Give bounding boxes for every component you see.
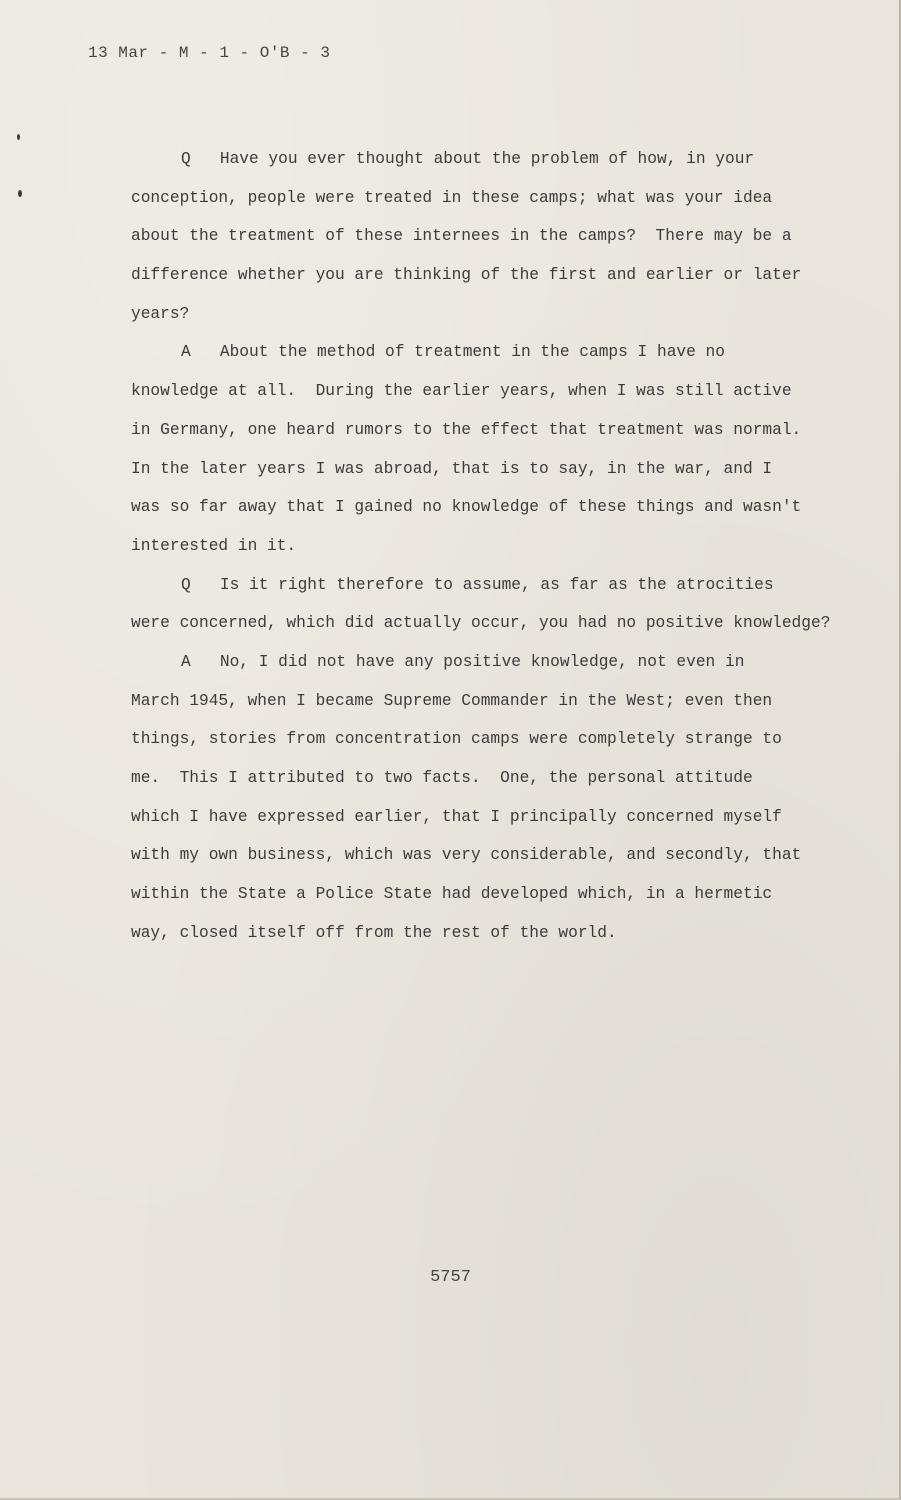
question-line: Q Is it right therefore to assume, as far as the atrocities [181, 575, 774, 594]
text-line: things, stories from concentration camps were completely strange to [131, 730, 782, 749]
margin-mark [18, 190, 22, 197]
text-line: knowledge at all. During the earlier years, when I was still active [131, 382, 792, 401]
text-line: with my own business, which was very considerable, and secondly, that [131, 846, 802, 865]
answer-line: A No, I did not have any positive knowledge, not even in [181, 652, 745, 671]
text-line: was so far away that I gained no knowledge of these things and wasn't [131, 498, 802, 517]
text-line: within the State a Police State had developed which, in a hermetic [131, 885, 773, 904]
text-line: me. This I attributed to two facts. One, the personal attitude [131, 769, 753, 787]
text-line: difference whether you are thinking of the first and earlier or later [131, 266, 802, 285]
margin-mark [17, 134, 20, 140]
text-line: which I have expressed earlier, that I principally concerned myself [131, 807, 782, 826]
text-line: way, closed itself off from the rest of the world. [131, 923, 617, 942]
text-line: years? [131, 304, 190, 323]
document-reference-header: 13 Mar - M - 1 - O'B - 3 [88, 44, 331, 62]
text-line: about the treatment of these internees in the camps? There may be a [131, 227, 792, 246]
text-line: in Germany, one heard rumors to the effect that treatment was normal. [131, 420, 802, 439]
text-line: were concerned, which did actually occur, you had no positive knowledge? [131, 614, 831, 633]
text-line: March 1945, when I became Supreme Commander in the West; even then [131, 691, 773, 710]
question-line: Q Have you ever thought about the problem of how, in your [181, 150, 755, 168]
text-line: In the later years I was abroad, that is to say, in the war, and I [131, 459, 773, 478]
page-number: 5757 [430, 1268, 471, 1287]
answer-line: A About the method of treatment in the camps I have no [181, 343, 725, 362]
text-line: conception, people were treated in these camps; what was your idea [131, 188, 773, 207]
text-line: interested in it. [131, 536, 297, 555]
transcript-body [131, 140, 831, 952]
